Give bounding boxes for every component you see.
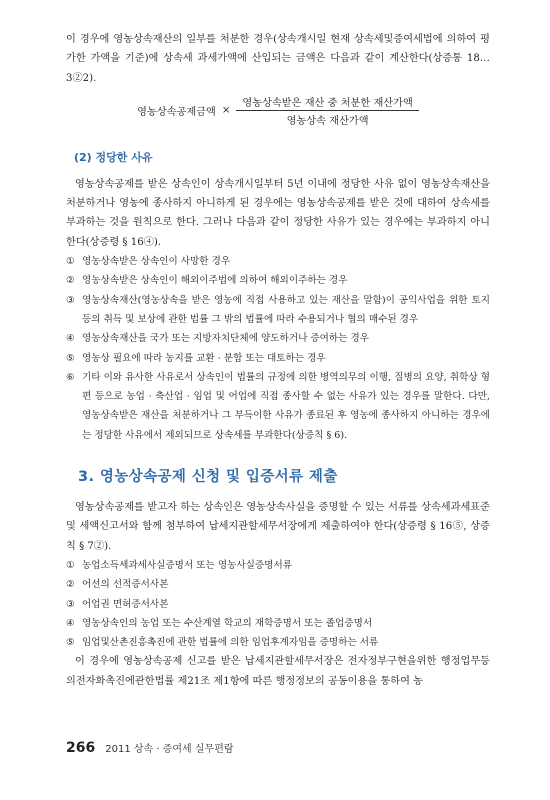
formula-numerator: 영농상속받은 재산 중 처분한 재산가액 <box>236 94 418 111</box>
item-text: 영농상속받은 상속인이 해외이주법에 의하여 해외이주하는 경우 <box>82 275 348 287</box>
subsection-heading: (2) 정당한 사유 <box>74 150 153 164</box>
item-text: 기타 이와 유사한 사유로서 상속인이 법률의 규정에 의한 병역의무의 이행, 질병의 요양, 취학상 형편 등으로 농업 · 축산업 · 임업 및 어업에 직접 종사할 수 없는 사유가 있는 경우를 말한다. 다만, 영농상속받은 재산을 처분하거나 그 부득이한 사유가 종료된 후 영농에 종사하지 아니하는 경우에는 정당한 사유에서 제외되므로 상속세를 부과한다(상증칙 § 6). <box>82 371 490 441</box>
closing-paragraph: 이 경우에 영농상속공제 신고를 받은 납세지관할세무서장은 전자정부구현을위한 행정업무등의전자화촉진에관한법률 제21조 제1항에 따른 행정정보의 공동이용을 통하여 농 <box>66 656 490 687</box>
list-item <box>66 556 490 575</box>
item-number: ⑤ <box>66 352 75 364</box>
item-number: ② <box>66 579 75 591</box>
item-text: 어업권 면허증서사본 <box>82 598 169 610</box>
list-item <box>66 368 490 445</box>
deduction-formula <box>66 94 490 127</box>
book-title: 2011 상속 · 증여세 실무편람 <box>105 744 234 755</box>
item-number: ④ <box>66 333 75 345</box>
page-number: 266 <box>66 740 96 756</box>
section-heading: 3. 영농상속공제 신청 및 입증서류 제출 <box>78 469 338 486</box>
list-item <box>66 252 490 271</box>
item-number: ④ <box>66 617 75 629</box>
item-text: 농업소득세과세사실증명서 또는 영농사실증명서류 <box>82 559 292 571</box>
section-paragraph: 영농상속공제를 받고자 하는 상속인은 영농상속사실을 증명할 수 있는 서류를 상속세과세표준 및 세액신고서와 함께 첨부하여 납세지관할세무서장에게 제출하여야 한다(상증령 § 16⑤, 상증칙 § 7②). <box>66 502 490 552</box>
item-text: 영농상 필요에 따라 농지를 교환 · 분합 또는 대토하는 경우 <box>82 352 326 364</box>
required-documents-list <box>66 556 490 652</box>
list-item <box>66 595 490 614</box>
item-number: ① <box>66 256 75 268</box>
item-text: 영농상속받은 상속인이 사망한 경우 <box>82 256 231 268</box>
item-text: 어선의 선적증서사본 <box>82 579 169 591</box>
item-number: ① <box>66 559 75 571</box>
list-item <box>66 633 490 652</box>
justified-reasons-list <box>66 252 490 445</box>
list-item <box>66 575 490 594</box>
item-number: ② <box>66 275 75 287</box>
list-item <box>66 271 490 290</box>
item-number: ⑥ <box>66 371 75 383</box>
page-footer <box>66 740 234 756</box>
item-number: ③ <box>66 598 75 610</box>
item-number: ③ <box>66 294 75 306</box>
subsection-paragraph: 영농상속공제를 받은 상속인이 상속개시일부터 5년 이내에 정당한 사유 없이 영농상속재산을 처분하거나 영농에 종사하지 아니하게 된 경우에는 영농상속공제를 받은 것에 대하여 상속세를 부과하는 것을 원칙으로 한다. 그러나 다음과 같이 정당한 사유가 있는 경우에는 부과하지 아니한다(상증령 § 16④). <box>66 178 490 248</box>
formula-lhs: 영농상속공제금액 <box>137 106 216 118</box>
formula-denominator: 영농상속 재산가액 <box>286 115 369 127</box>
formula-fraction <box>236 94 418 127</box>
document-page <box>66 30 490 691</box>
item-text: 영농상속인의 농업 또는 수산계열 학교의 재학증명서 또는 졸업증명서 <box>82 617 373 629</box>
formula-times-sign: × <box>221 104 231 116</box>
item-text: 영농상속재산을 국가 또는 지방자치단체에 양도하거나 증여하는 경우 <box>82 333 370 345</box>
list-item <box>66 349 490 368</box>
list-item <box>66 329 490 348</box>
list-item <box>66 291 490 330</box>
item-text: 임업및산촌진흥촉진에 관한 법률에 의한 임업후계자임을 증명하는 서류 <box>82 637 379 649</box>
item-number: ⑤ <box>66 637 75 649</box>
intro-paragraph: 이 경우에 영농상속재산의 일부를 처분한 경우(상속개시일 현재 상속세및증여세법에 의하여 평가한 가액을 기준)에 상속세 과세가액에 산입되는 금액은 다음과 같이 계산한다(상증통 18…3②2). <box>66 34 490 84</box>
item-text: 영농상속재산(영농상속을 받은 영농에 직접 사용하고 있는 재산을 말함)이 공익사업을 위한 토지 등의 취득 및 보상에 관한 법률 그 밖의 법률에 따라 수용되거나 협의 매수된 경우 <box>82 294 490 325</box>
list-item <box>66 614 490 633</box>
